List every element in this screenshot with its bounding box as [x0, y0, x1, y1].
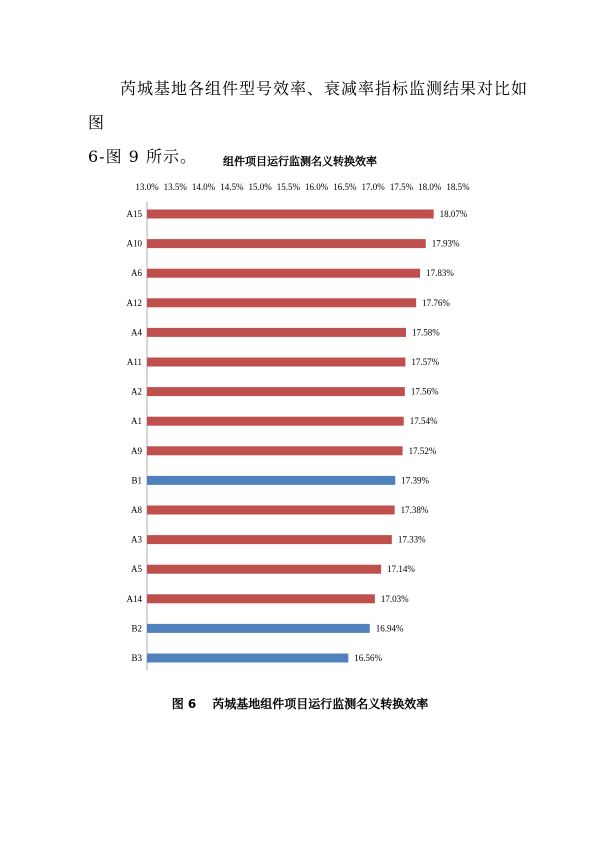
intro-line-1: 芮城基地各组件型号效率、衰减率指标监测结果对比如图 — [88, 79, 529, 132]
bar-a4 — [147, 328, 406, 337]
data-label: 16.56% — [354, 653, 383, 663]
figure-number: 图 6 — [171, 697, 197, 711]
x-tick-label: 18.5% — [446, 182, 470, 192]
category-label: A5 — [131, 564, 142, 575]
x-tick-label: 15.0% — [248, 182, 272, 192]
bar-a14 — [147, 594, 375, 603]
bar-a3 — [147, 535, 392, 544]
data-label: 17.33% — [397, 534, 426, 545]
intro-line-2: 6-图 9 所示。 — [88, 147, 197, 166]
bar-a1 — [147, 417, 404, 426]
data-label: 17.38% — [400, 505, 429, 515]
bars-group — [127, 209, 468, 663]
bar-b1 — [147, 476, 395, 485]
category-label: A4 — [131, 327, 142, 338]
data-label: 17.39% — [401, 475, 429, 486]
category-label: A8 — [131, 505, 142, 515]
category-label: A3 — [131, 534, 142, 545]
x-axis-ticks — [135, 182, 470, 192]
figure-caption — [0, 695, 600, 712]
data-label: 17.76% — [422, 297, 450, 308]
data-label: 17.52% — [408, 445, 437, 456]
category-label: B2 — [131, 623, 142, 634]
data-label: 17.56% — [410, 386, 439, 397]
x-tick-label: 13.0% — [135, 182, 159, 192]
bar-a8 — [147, 506, 395, 515]
category-label: A1 — [131, 416, 142, 427]
bar-a6 — [147, 269, 420, 278]
data-label: 17.57% — [411, 357, 440, 367]
data-label: 17.54% — [409, 416, 438, 427]
category-label: A2 — [131, 386, 142, 397]
data-label: 16.94% — [375, 623, 404, 634]
category-label: A15 — [126, 209, 142, 219]
category-label: B3 — [131, 653, 142, 663]
data-label: 18.07% — [439, 209, 468, 219]
data-label: 17.14% — [387, 564, 415, 575]
data-label: 17.83% — [426, 268, 454, 279]
bar-b3 — [147, 654, 348, 663]
x-tick-label: 16.0% — [305, 182, 329, 192]
bar-a15 — [147, 210, 434, 219]
bar-a11 — [147, 358, 405, 367]
category-label: A6 — [131, 268, 142, 279]
data-label: 17.58% — [411, 327, 440, 338]
x-tick-label: 18.0% — [418, 182, 442, 192]
x-tick-label: 13.5% — [163, 182, 187, 192]
category-label: A11 — [126, 357, 142, 367]
bar-a12 — [147, 298, 416, 307]
x-tick-label: 17.5% — [389, 182, 414, 192]
chart-title: 组件项目运行监测名义转换效率 — [223, 155, 377, 168]
x-tick-label: 17.0% — [361, 182, 385, 192]
bar-b2 — [147, 624, 370, 633]
category-label: B1 — [131, 475, 142, 486]
category-label: A9 — [131, 445, 142, 456]
x-tick-label: 14.5% — [220, 182, 244, 192]
bar-a9 — [147, 446, 403, 455]
bar-a5 — [147, 565, 381, 574]
bar-a10 — [147, 239, 426, 248]
category-label: A12 — [126, 297, 142, 308]
x-tick-label: 15.5% — [276, 182, 300, 192]
category-label: A14 — [126, 593, 142, 604]
x-tick-label: 16.5% — [333, 182, 357, 192]
data-label: 17.03% — [380, 593, 409, 604]
bar-a2 — [147, 387, 405, 396]
figure-caption-text: 芮城基地组件项目运行监测名义转换效率 — [212, 697, 429, 711]
data-label: 17.93% — [431, 238, 460, 249]
category-label: A10 — [126, 238, 142, 249]
x-tick-label: 14.0% — [191, 182, 216, 192]
